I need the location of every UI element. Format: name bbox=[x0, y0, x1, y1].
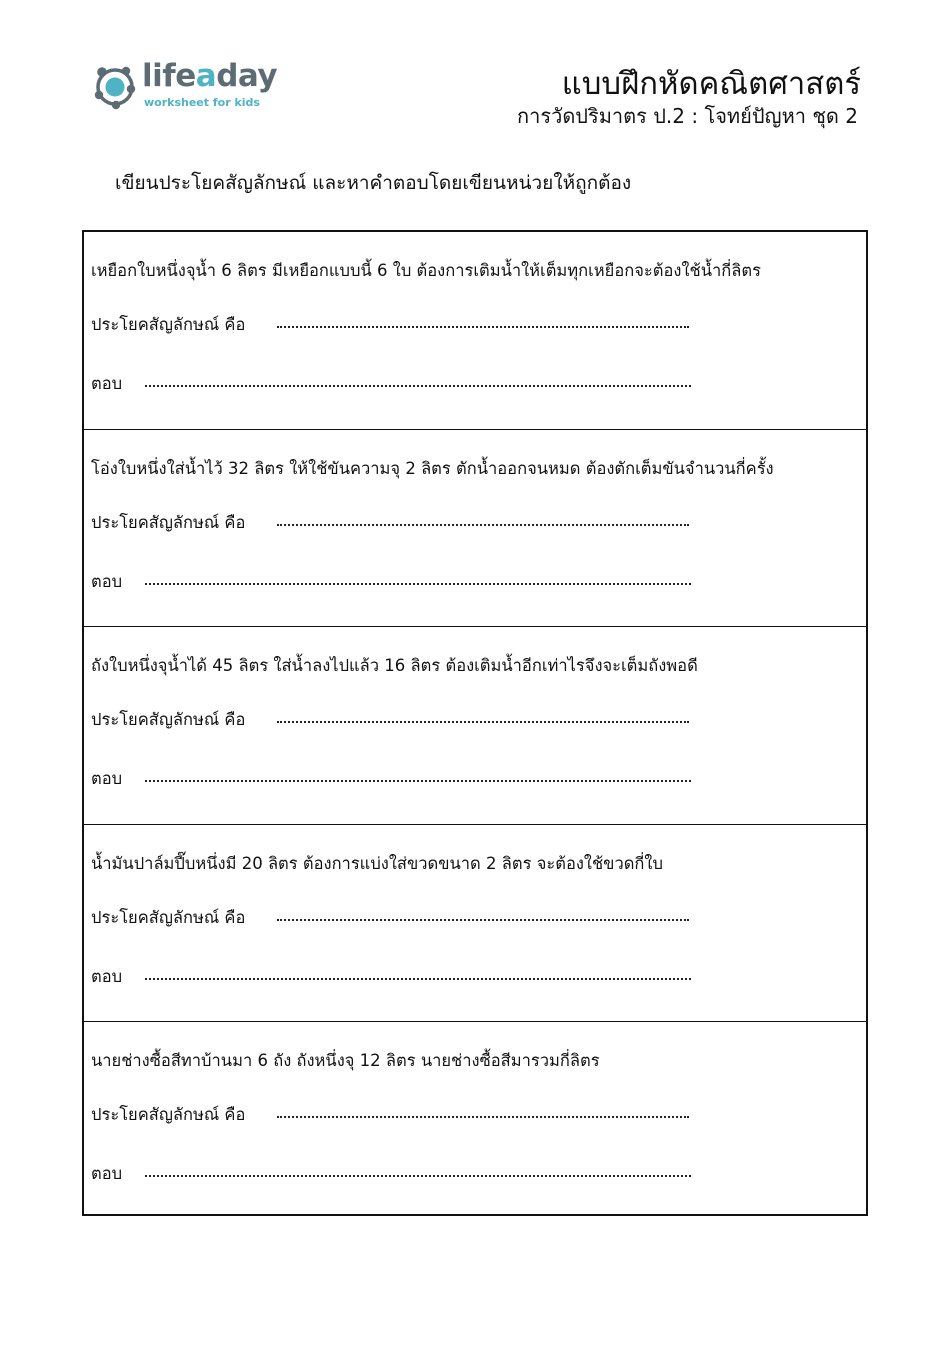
answer-row bbox=[91, 1161, 122, 1187]
problem-question: เหยือกใบหนึ่งจุน้ำ 6 ลิตร มีเหยือกแบบนี้ 6 ใบ ต้องการเติมน้ำให้เต็มทุกเหยือกจะต้องใช้น้ำกี่ลิตร bbox=[91, 261, 761, 280]
problem-3 bbox=[84, 627, 866, 825]
answer-blank[interactable] bbox=[145, 1175, 691, 1177]
problem-question: ถังใบหนึ่งจุน้ำได้ 45 ลิตร ใส่น้ำลงไปแล้ว 16 ลิตร ต้องเติมน้ำอีกเท่าไรจึงจะเต็มถังพอดี bbox=[91, 656, 698, 676]
answer-label: ตอบ bbox=[91, 1164, 123, 1184]
logo bbox=[90, 58, 280, 114]
symbolic-sentence-blank[interactable] bbox=[277, 326, 689, 328]
answer-blank[interactable] bbox=[145, 583, 691, 585]
answer-row bbox=[91, 964, 122, 990]
molecule-logo-icon bbox=[90, 62, 140, 112]
problem-question: น้ำมันปาล์มปี๊บหนึ่งมี 20 ลิตร ต้องการแบ่งใส่ขวดขนาด 2 ลิตร จะต้องใช้ขวดกี่ใบ bbox=[91, 853, 663, 873]
problem-1 bbox=[84, 232, 866, 430]
logo-tagline: worksheet for kids bbox=[144, 96, 260, 109]
symbolic-sentence-label: ประโยคสัญลักษณ์ คือ bbox=[91, 710, 246, 730]
symbolic-sentence-blank[interactable] bbox=[277, 1116, 689, 1118]
symbolic-sentence-blank[interactable] bbox=[277, 919, 689, 921]
symbolic-sentence-label: ประโยคสัญลักษณ์ คือ bbox=[91, 907, 246, 927]
symbolic-sentence-blank[interactable] bbox=[277, 721, 689, 723]
page-title: แบบฝึกหัดคณิตศาสตร์ bbox=[561, 66, 861, 102]
answer-label: ตอบ bbox=[91, 571, 123, 591]
symbolic-sentence-row bbox=[91, 1102, 245, 1128]
answer-blank[interactable] bbox=[145, 978, 691, 980]
problem-5 bbox=[84, 1022, 866, 1220]
symbolic-sentence-label: ประโยคสัญลักษณ์ คือ bbox=[91, 315, 246, 334]
symbolic-sentence-row bbox=[91, 510, 245, 536]
logo-wordmark: lifeaday bbox=[142, 58, 278, 94]
problem-4 bbox=[84, 825, 866, 1023]
problem-table bbox=[82, 230, 868, 1216]
answer-blank[interactable] bbox=[145, 780, 691, 782]
symbolic-sentence-row bbox=[91, 707, 245, 733]
answer-blank[interactable] bbox=[145, 385, 691, 387]
problem-question: โอ่งใบหนึ่งใส่น้ำไว้ 32 ลิตร ให้ใช้ขันความจุ 2 ลิตร ตักน้ำออกจนหมด ต้องตักเต็มขันจำนวนกี่ครั้ง bbox=[91, 458, 774, 478]
problem-question: นายช่างซื้อสีทาบ้านมา 6 ถัง ถังหนึ่งจุ 12 ลิตร นายช่างซื้อสีมารวมกี่ลิตร bbox=[91, 1051, 600, 1071]
answer-label: ตอบ bbox=[91, 769, 123, 789]
answer-label: ตอบ bbox=[91, 374, 123, 393]
answer-row bbox=[91, 569, 122, 595]
answer-row bbox=[91, 371, 122, 397]
problem-2 bbox=[84, 430, 866, 628]
answer-label: ตอบ bbox=[91, 966, 123, 986]
symbolic-sentence-label: ประโยคสัญลักษณ์ คือ bbox=[91, 512, 246, 532]
symbolic-sentence-row bbox=[91, 312, 245, 338]
answer-row bbox=[91, 766, 122, 792]
symbolic-sentence-blank[interactable] bbox=[277, 524, 689, 526]
page-subtitle: การวัดปริมาตร ป.2 : โจทย์ปัญหา ชุด 2 bbox=[517, 104, 858, 128]
instructions: เขียนประโยคสัญลักษณ์ และหาคำตอบโดยเขียนหน่วยให้ถูกต้อง bbox=[115, 172, 632, 194]
symbolic-sentence-label: ประโยคสัญลักษณ์ คือ bbox=[91, 1105, 246, 1125]
symbolic-sentence-row bbox=[91, 905, 245, 931]
